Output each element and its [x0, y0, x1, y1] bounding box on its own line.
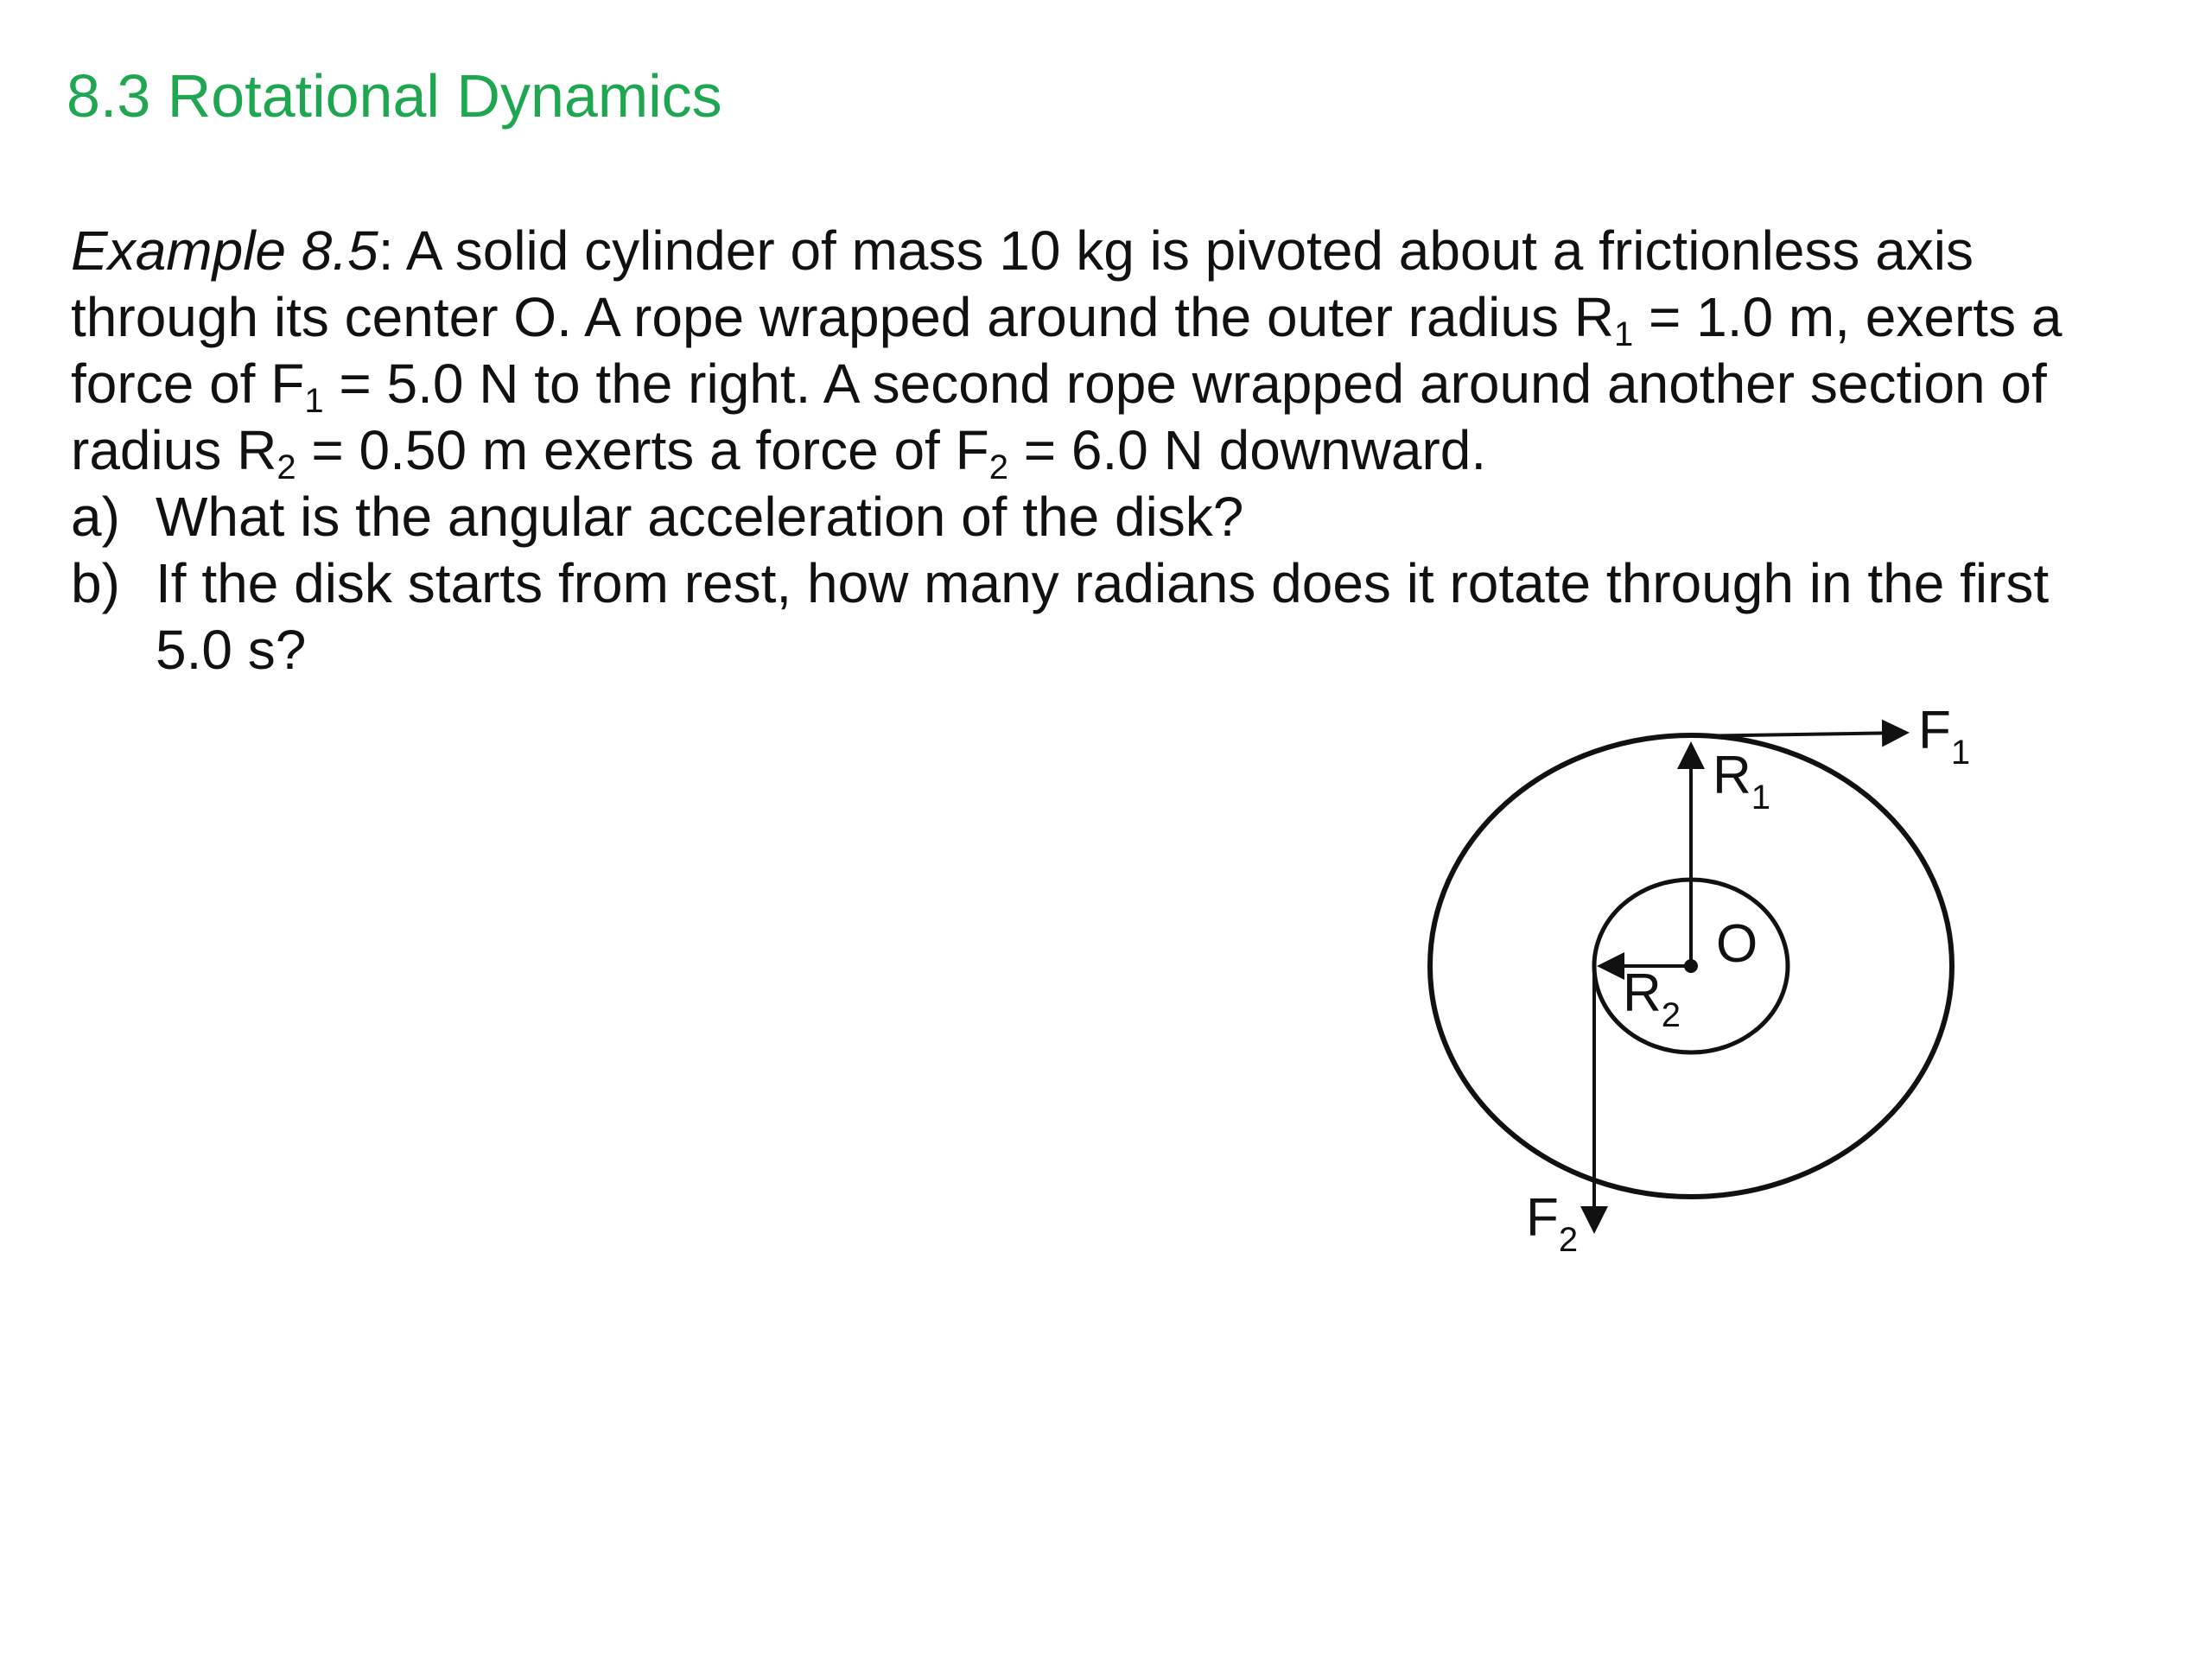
f1-arrow	[1691, 733, 1906, 736]
r1-label: $R_1$	[1713, 746, 1771, 817]
problem-line-3-text-b: = 5.0 N to the right. A second rope wrapped around another section of	[323, 353, 2047, 415]
question-label: a)	[71, 486, 120, 548]
r2-label: $R_2$	[1623, 963, 1681, 1034]
question-b-continuation: 5.0 s?	[156, 619, 307, 681]
question-text: If the disk starts from rest, how many radians does it rotate through in the first	[156, 552, 2050, 614]
slide-title: 8.3 Rotational Dynamics	[67, 62, 722, 130]
question-label: b)	[71, 552, 120, 614]
problem-line-2-text-b: = 1.0 m, exerts a	[1633, 286, 2063, 348]
example-label: Example 8.5	[71, 219, 378, 282]
problem-line-2-text-a: through its center O. A rope wrapped around the outer radius R	[71, 286, 1614, 348]
problem-line-1-text: : A solid cylinder of mass 10 kg is pivoted about a frictionless axis	[378, 219, 1974, 282]
subscript: 2	[276, 448, 296, 487]
question-text: What is the angular acceleration of the disk?	[156, 486, 1244, 548]
problem-line-4-text-c: = 6.0 N downward.	[1007, 419, 1487, 481]
problem-line-4-text-a: radius R	[71, 419, 277, 481]
f1-label: $F_1$	[1918, 701, 1971, 772]
subscript: 1	[1613, 315, 1634, 354]
subscript: 2	[988, 448, 1008, 487]
center-label: O	[1716, 914, 1758, 974]
problem-line-4-text-b: = 0.50 m exerts a force of F	[296, 419, 989, 481]
problem-line-3-text-a: force of F	[71, 353, 305, 415]
f2-label: $F_2$	[1526, 1188, 1579, 1259]
subscript: 1	[304, 382, 324, 421]
